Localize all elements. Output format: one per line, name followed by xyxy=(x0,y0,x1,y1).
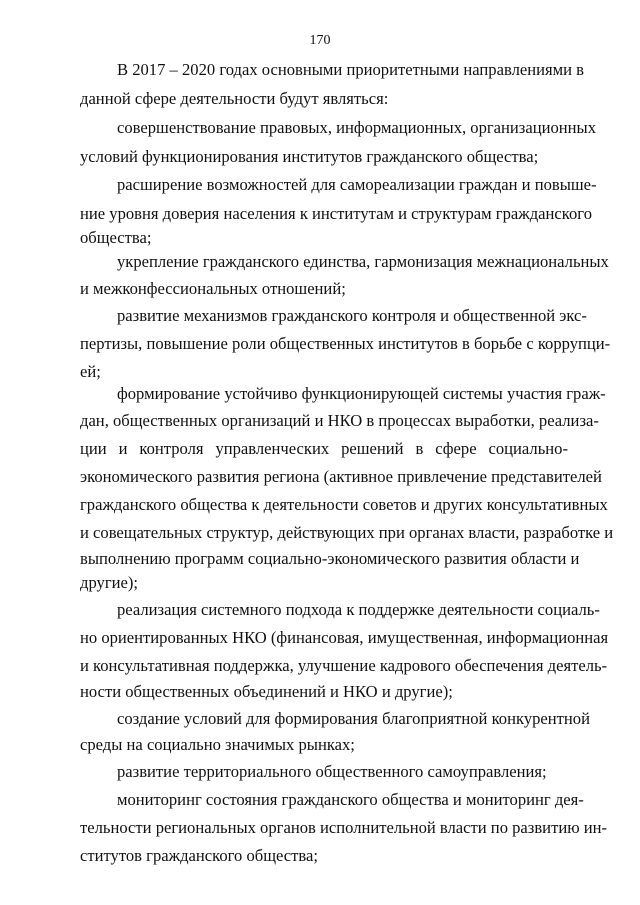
text-line: мониторинг состояния гражданского общества и мониторинг дея- xyxy=(117,790,584,809)
text-line: создание условий для формирования благоприятной конкурентной xyxy=(117,709,590,728)
text-line: тельности региональных органов исполнительной власти по развитию ин- xyxy=(80,818,608,837)
text-line: и совещательных структур, действующих при органах власти, разработке и xyxy=(80,523,614,542)
text-line: совершенствование правовых, информационных, организационных xyxy=(117,118,596,137)
text-line: развитие механизмов гражданского контроля и общественной экс- xyxy=(117,306,587,325)
text-line: другие); xyxy=(80,573,139,592)
text-line: выполнению программ социально-экономического развития области и xyxy=(80,549,580,568)
text-line: формирование устойчиво функционирующей системы участия граж- xyxy=(117,384,606,403)
text-line: ститутов гражданского общества; xyxy=(80,846,318,865)
text-line: пертизы, повышение роли общественных институтов в борьбе с коррупци- xyxy=(80,334,611,353)
text-line: дан, общественных организаций и НКО в процессах выработки, реализа- xyxy=(80,411,599,430)
page-number: 170 xyxy=(309,33,331,48)
text-line: ние уровня доверия населения к институтам и структурам гражданского xyxy=(80,204,592,223)
text-line: реализация системного подхода к поддержке деятельности социаль- xyxy=(117,600,600,619)
text-line: общества; xyxy=(80,228,152,247)
text-line: экономического развития региона (активное привлечение представителей xyxy=(80,467,602,486)
text-line: гражданского общества к деятельности советов и других консультативных xyxy=(80,495,608,514)
text-line: данной сфере деятельности будут являться: xyxy=(80,89,389,108)
text-line: но ориентированных НКО (финансовая, имущественная, информационная xyxy=(80,628,609,647)
text-line: ности общественных объединений и НКО и другие); xyxy=(80,682,453,701)
text-line: условий функционирования институтов гражданского общества; xyxy=(80,147,539,166)
text-line: развитие территориального общественного самоуправления; xyxy=(117,762,547,781)
text-line: и межконфессиональных отношений; xyxy=(80,279,346,298)
text-line: расширение возможностей для самореализации граждан и повыше- xyxy=(117,175,597,194)
text-line: ции и контроля управленческих решений в сфере социально- xyxy=(80,439,568,458)
text-line: среды на социально значимых рынках; xyxy=(80,735,355,754)
text-line: ей; xyxy=(80,362,101,381)
text-line: В 2017 – 2020 годах основными приоритетными направлениями в xyxy=(117,60,584,79)
text-line: укрепление гражданского единства, гармонизация межнациональных xyxy=(117,252,609,271)
text-line: и консультативная поддержка, улучшение кадрового обеспечения деятель- xyxy=(80,656,608,675)
